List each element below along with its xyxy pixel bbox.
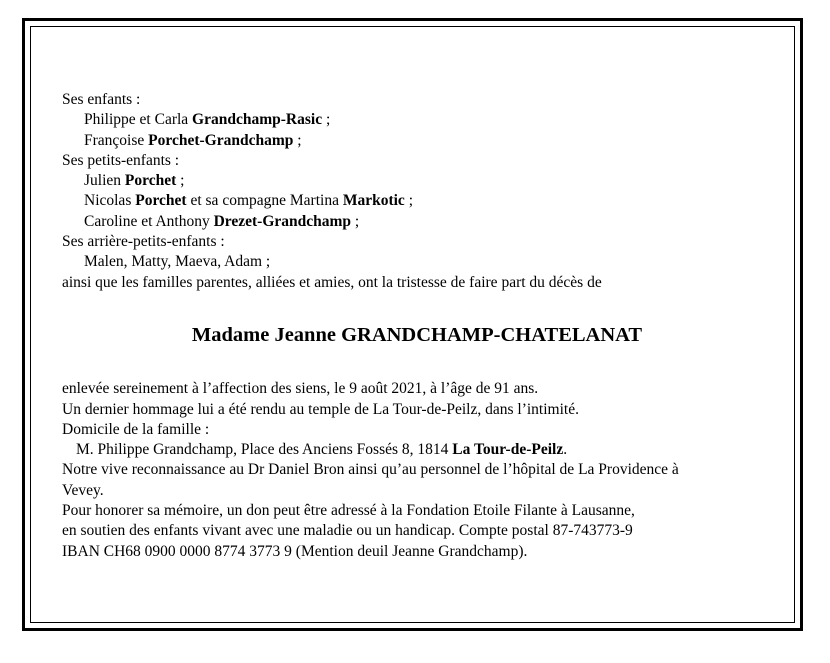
domicile-address: M. Philippe Grandchamp, Place des Anciens Fossés 8, 1814 La Tour-de-Peilz.: [76, 441, 568, 459]
thanks-line: Notre vive reconnaissance au Dr Daniel Bron ainsi qu’au personnel de l’hôpital de La Providence à: [62, 461, 679, 479]
child-line: Françoise Porchet-Grandchamp ;: [84, 131, 302, 149]
donation-line: IBAN CH68 0900 0000 8774 3773 9 (Mention deuil Jeanne Grandchamp).: [62, 542, 528, 560]
grandchildren-label: Ses petits-enfants :: [62, 151, 180, 169]
families-line: ainsi que les familles parentes, alliées et amies, ont la tristesse de faire part du décès de: [62, 273, 602, 291]
death-line: enlevée sereinement à l’affection des siens, le 9 août 2021, à l’âge de 91 ans.: [62, 380, 539, 398]
partner-surname: Markotic: [342, 192, 405, 210]
obituary-notice: [62, 90, 782, 562]
child-surname: Porchet-Grandchamp: [148, 131, 294, 149]
donation-line: en soutien des enfants vivant avec une maladie ou un handicap. Compte postal 87-743773-9: [62, 522, 633, 540]
children-label: Ses enfants :: [62, 91, 141, 108]
great-grandchildren-names: Malen, Matty, Maeva, Adam ;: [84, 253, 271, 271]
grandchild-line: Caroline et Anthony Drezet-Grandchamp ;: [84, 212, 360, 230]
deceased-name: Madame Jeanne GRANDCHAMP-CHATELANAT: [191, 323, 643, 346]
great-grandchildren-label: Ses arrière-petits-enfants :: [62, 233, 225, 251]
grandchild-surname: Porchet: [124, 172, 177, 190]
grandchild-surname: Porchet: [135, 192, 187, 210]
child-line: Philippe et Carla Grandchamp-Rasic ;: [84, 111, 331, 129]
domicile-label: Domicile de la famille :: [62, 420, 210, 438]
domicile-town: La Tour-de-Peilz: [452, 441, 564, 459]
thanks-line: Vevey.: [62, 481, 104, 499]
grandchild-surname: Drezet-Grandchamp: [213, 212, 352, 230]
donation-line: Pour honorer sa mémoire, un don peut être adressé à la Fondation Etoile Filante à Lausanne,: [62, 502, 635, 520]
grandchild-line: Nicolas Porchet et sa compagne Martina Markotic ;: [84, 192, 413, 210]
tribute-line: Un dernier hommage lui a été rendu au temple de La Tour-de-Peilz, dans l’intimité.: [62, 400, 579, 418]
child-surname: Grandchamp-Rasic: [192, 111, 323, 129]
grandchild-line: Julien Porchet ;: [84, 172, 185, 190]
